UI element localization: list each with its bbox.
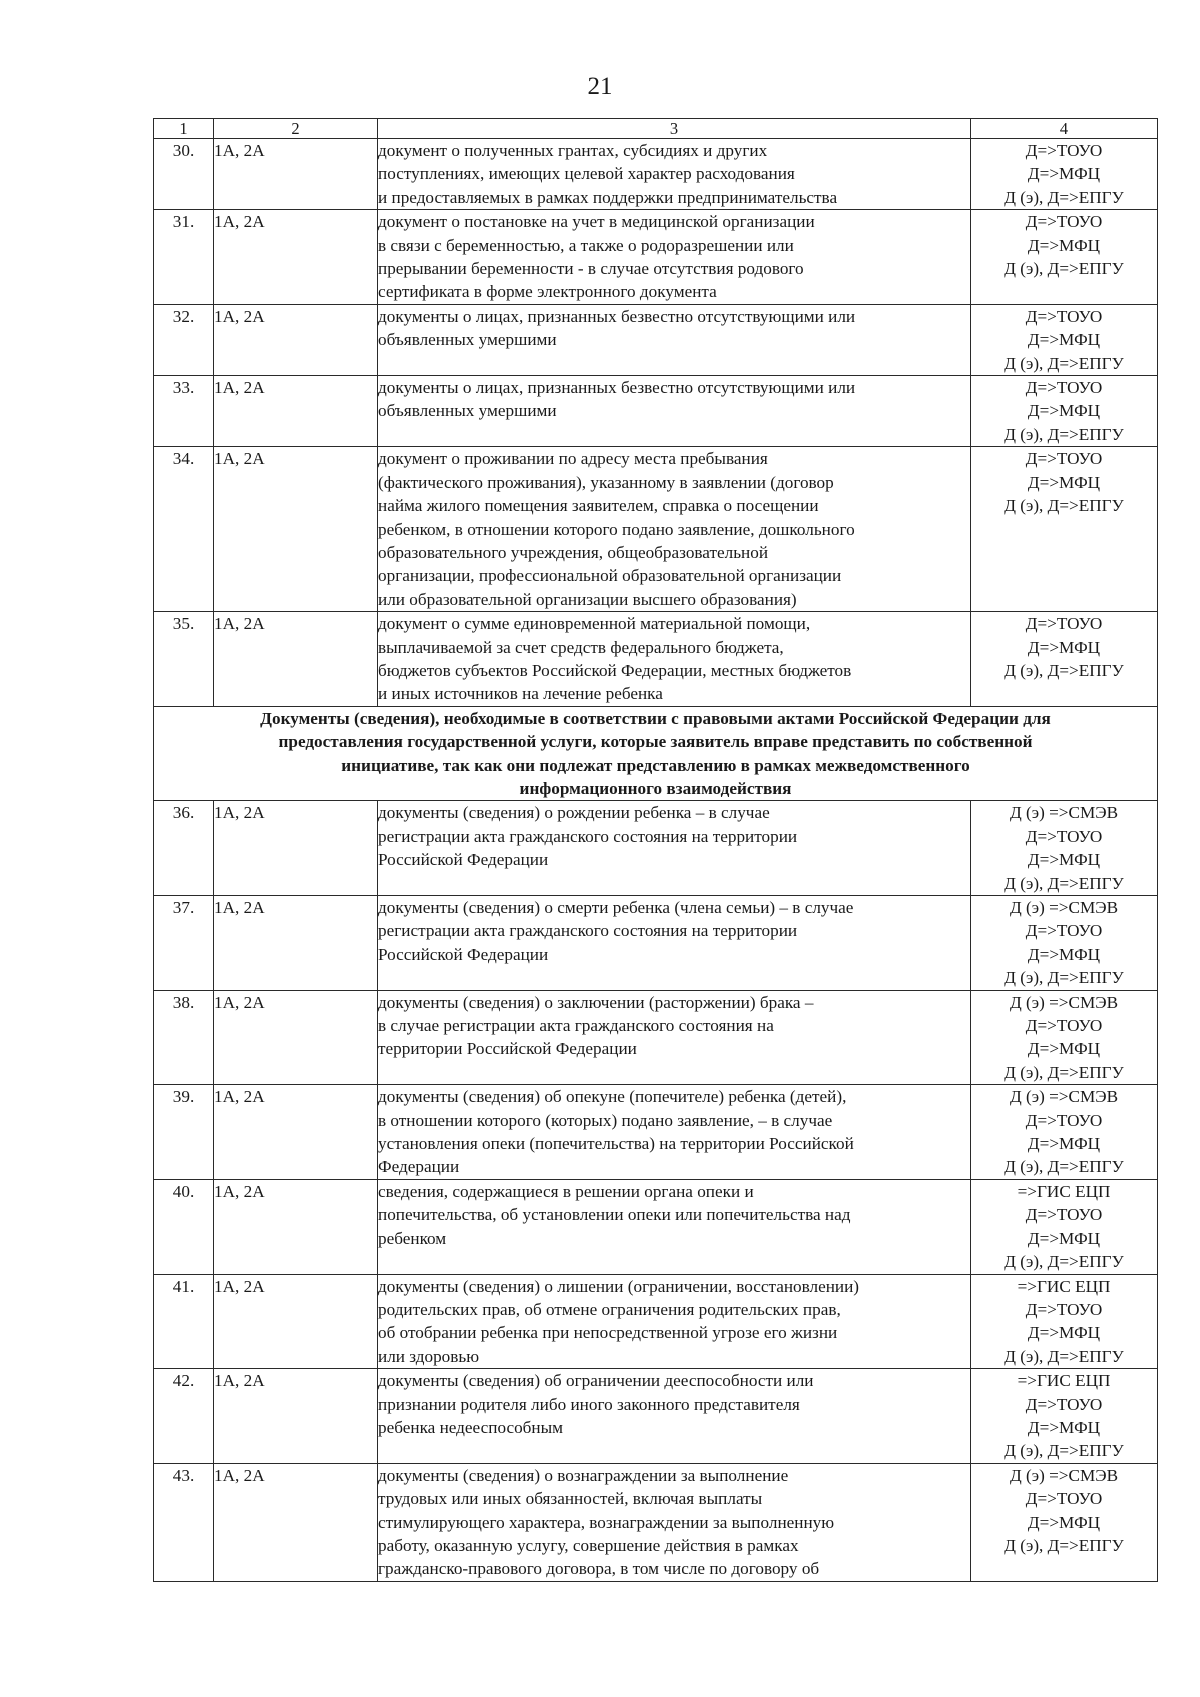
- row-destination: [971, 612, 1158, 707]
- description-line: документы (сведения) о смерти ребенка (члена семьи) – в случае: [378, 898, 854, 917]
- description-line: трудовых или иных обязанностей, включая выплаты: [378, 1489, 763, 1509]
- destination-line: =>ГИС ЕЦП: [1017, 1371, 1111, 1391]
- row-description: [378, 139, 971, 210]
- row-destination: [971, 990, 1158, 1085]
- destination-line: Д (э) =>СМЭВ: [1009, 1087, 1119, 1107]
- table-body: [154, 119, 1158, 1582]
- row-category: 1А, 2А: [214, 896, 378, 991]
- description-line: Российской Федерации: [378, 850, 549, 870]
- description-line: Федерации: [378, 1157, 460, 1177]
- row-destination: [971, 1274, 1158, 1369]
- description-line: документы о лицах, признанных безвестно отсутствующими или: [378, 378, 856, 398]
- destination-line: Д (э), Д=>ЕПГУ: [1004, 424, 1124, 444]
- destination-line: Д=>МФЦ: [1027, 1228, 1101, 1248]
- section-heading-line: Документы (сведения), необходимые в соответствии с правовыми актами Российской Федерации для: [260, 708, 1051, 728]
- row-destination: [971, 1369, 1158, 1464]
- destination-line: Д (э), Д=>ЕПГУ: [1004, 353, 1124, 373]
- row-category: 1А, 2А: [214, 447, 378, 612]
- table-row: [154, 896, 1158, 991]
- destination-line: Д=>ТОУО: [1025, 1299, 1103, 1319]
- row-number: 39.: [154, 1085, 214, 1180]
- description-line: в связи с беременностью, а также о родоразрешении или: [378, 235, 794, 255]
- destination-line: Д=>МФЦ: [1027, 235, 1101, 255]
- destination-line: Д=>МФЦ: [1027, 164, 1101, 184]
- row-category: 1А, 2А: [214, 1369, 378, 1464]
- description-line: в отношении которого (которых) подано заявление, – в случае: [378, 1110, 833, 1130]
- row-destination: [971, 447, 1158, 612]
- destination-line: Д=>ТОУО: [1025, 921, 1103, 941]
- table-row: [154, 990, 1158, 1085]
- row-category: 1А, 2А: [214, 139, 378, 210]
- table-row: [154, 1369, 1158, 1464]
- row-description: [378, 376, 971, 447]
- row-description: [378, 1463, 971, 1581]
- description-line: поступлениях, имеющих целевой характер расходования: [378, 164, 795, 184]
- description-line: объявленных умершими: [378, 330, 557, 350]
- description-line: прерывании беременности - в случае отсутствия родового: [378, 259, 804, 279]
- row-category: 1А, 2А: [214, 801, 378, 896]
- table-row: [154, 210, 1158, 305]
- table-row: [154, 1463, 1158, 1581]
- destination-line: Д=>МФЦ: [1027, 1323, 1101, 1343]
- row-category: 1А, 2А: [214, 1463, 378, 1581]
- table-row: [154, 304, 1158, 375]
- row-number: 34.: [154, 447, 214, 612]
- destination-line: Д (э), Д=>ЕПГУ: [1004, 968, 1124, 988]
- row-description: [378, 210, 971, 305]
- row-destination: [971, 801, 1158, 896]
- destination-line: Д=>ТОУО: [1025, 1489, 1103, 1509]
- row-description: [378, 1085, 971, 1180]
- description-line: территории Российской Федерации: [378, 1039, 637, 1059]
- description-line: об отобрании ребенка при непосредственной угрозе его жизни: [378, 1323, 838, 1343]
- destination-line: Д (э), Д=>ЕПГУ: [1004, 1441, 1124, 1461]
- destination-line: Д=>ТОУО: [1025, 1016, 1103, 1036]
- destination-line: Д=>ТОУО: [1025, 1394, 1103, 1414]
- description-line: ребенком, в отношении которого подано заявление, дошкольного: [378, 519, 855, 539]
- destination-line: Д (э), Д=>ЕПГУ: [1004, 1346, 1124, 1366]
- row-number: 35.: [154, 612, 214, 707]
- destination-line: Д=>МФЦ: [1027, 1039, 1101, 1059]
- description-line: сведения, содержащиеся в решении органа опеки и: [378, 1181, 754, 1201]
- description-line: признании родителя либо иного законного представителя: [378, 1394, 800, 1414]
- description-line: гражданско-правового договора, в том числе по договору об: [378, 1559, 820, 1579]
- description-line: документы (сведения) о рождении ребенка – в случае: [378, 803, 770, 823]
- description-line: регистрации акта гражданского состояния на территории: [378, 921, 798, 941]
- table-row: [154, 801, 1158, 896]
- description-line: сертификата в форме электронного документа: [378, 282, 717, 302]
- description-line: документы (сведения) об ограничении дееспособности или: [378, 1371, 814, 1391]
- destination-line: Д=>ТОУО: [1025, 378, 1103, 398]
- description-line: ребенка недееспособным: [378, 1417, 564, 1437]
- table-row: [154, 1274, 1158, 1369]
- description-line: в случае регистрации акта гражданского состояния на: [378, 1016, 774, 1036]
- destination-line: Д (э) =>СМЭВ: [1009, 992, 1119, 1012]
- table-row: [154, 612, 1158, 707]
- document-table: [153, 118, 1158, 1582]
- description-line: (фактического проживания), указанному в заявлении (договор: [378, 472, 834, 492]
- description-line: объявленных умершими: [378, 401, 557, 421]
- description-line: попечительства, об установлении опеки или попечительства над: [378, 1205, 851, 1225]
- row-category: 1А, 2А: [214, 1179, 378, 1274]
- row-destination: [971, 1179, 1158, 1274]
- row-description: [378, 304, 971, 375]
- row-number: 33.: [154, 376, 214, 447]
- section-heading-line: инициативе, так как они подлежат представлению в рамках межведомственного: [341, 755, 970, 775]
- destination-line: Д=>МФЦ: [1027, 944, 1101, 964]
- column-header-4: 4: [971, 119, 1158, 139]
- description-line: найма жилого помещения заявителем, справка о посещении: [378, 496, 819, 516]
- description-line: Российской Федерации: [378, 944, 549, 964]
- destination-line: Д=>ТОУО: [1025, 141, 1103, 160]
- column-header-row: [154, 119, 1158, 139]
- row-destination: [971, 139, 1158, 210]
- description-line: бюджетов субъектов Российской Федерации, местных бюджетов: [378, 660, 852, 680]
- row-description: [378, 447, 971, 612]
- row-number: 42.: [154, 1369, 214, 1464]
- description-line: или образовательной организации высшего образования): [378, 589, 797, 609]
- section-heading-line: информационного взаимодействия: [519, 778, 792, 798]
- row-number: 40.: [154, 1179, 214, 1274]
- description-line: и предоставляемых в рамках поддержки предпринимательства: [378, 187, 838, 207]
- row-description: [378, 990, 971, 1085]
- description-line: ребенком: [378, 1228, 447, 1248]
- row-description: [378, 1369, 971, 1464]
- description-line: родительских прав, об отмене ограничения родительских прав,: [378, 1299, 841, 1319]
- description-line: стимулирующего характера, вознаграждении за выполненную: [378, 1512, 835, 1532]
- destination-line: Д=>ТОУО: [1025, 1205, 1103, 1225]
- column-header-2: 2: [214, 119, 378, 139]
- section-heading-row: [154, 706, 1158, 801]
- description-line: регистрации акта гражданского состояния на территории: [378, 826, 798, 846]
- description-line: документ о проживании по адресу места пребывания: [378, 449, 768, 469]
- row-description: [378, 1274, 971, 1369]
- description-line: документы (сведения) о лишении (ограничении, восстановлении): [378, 1276, 860, 1296]
- description-line: образовательного учреждения, общеобразовательной: [378, 542, 769, 562]
- destination-line: Д=>МФЦ: [1027, 1134, 1101, 1154]
- row-number: 36.: [154, 801, 214, 896]
- destination-line: Д=>ТОУО: [1025, 826, 1103, 846]
- description-line: и иных источников на лечение ребенка: [378, 684, 663, 704]
- row-description: [378, 896, 971, 991]
- column-header-3: 3: [378, 119, 971, 139]
- table-row: [154, 1085, 1158, 1180]
- row-number: 38.: [154, 990, 214, 1085]
- destination-line: Д=>МФЦ: [1027, 401, 1101, 421]
- row-description: [378, 1179, 971, 1274]
- row-number: 43.: [154, 1463, 214, 1581]
- destination-line: Д=>МФЦ: [1027, 1417, 1101, 1437]
- description-line: работу, оказанную услугу, совершение действия в рамках: [378, 1535, 799, 1555]
- destination-line: =>ГИС ЕЦП: [1017, 1276, 1111, 1296]
- row-category: 1А, 2А: [214, 376, 378, 447]
- row-number: 37.: [154, 896, 214, 991]
- destination-line: Д (э), Д=>ЕПГУ: [1004, 259, 1124, 279]
- column-header-1: 1: [154, 119, 214, 139]
- row-destination: [971, 1085, 1158, 1180]
- table-row: [154, 139, 1158, 210]
- description-line: документы (сведения) о заключении (расторжении) брака –: [378, 992, 814, 1012]
- destination-line: Д (э), Д=>ЕПГУ: [1004, 187, 1124, 207]
- description-line: документ о постановке на учет в медицинской организации: [378, 212, 815, 232]
- description-line: документ о сумме единовременной материальной помощи,: [378, 614, 811, 634]
- row-destination: [971, 210, 1158, 305]
- description-line: документы (сведения) о вознаграждении за выполнение: [378, 1465, 789, 1485]
- row-category: 1А, 2А: [214, 612, 378, 707]
- destination-line: =>ГИС ЕЦП: [1017, 1181, 1111, 1201]
- row-number: 41.: [154, 1274, 214, 1369]
- destination-line: Д=>МФЦ: [1027, 472, 1101, 492]
- destination-line: Д=>МФЦ: [1027, 637, 1101, 657]
- description-line: выплачиваемой за счет средств федерального бюджета,: [378, 637, 784, 657]
- row-category: 1А, 2А: [214, 210, 378, 305]
- row-description: [378, 612, 971, 707]
- destination-line: Д=>ТОУО: [1025, 614, 1103, 634]
- description-line: документы о лицах, признанных безвестно отсутствующими или: [378, 306, 856, 326]
- destination-line: Д (э), Д=>ЕПГУ: [1004, 660, 1124, 680]
- destination-line: Д=>МФЦ: [1027, 330, 1101, 350]
- row-destination: [971, 1463, 1158, 1581]
- destination-line: Д (э), Д=>ЕПГУ: [1004, 1157, 1124, 1177]
- destination-line: Д=>ТОУО: [1025, 1110, 1103, 1130]
- row-destination: [971, 896, 1158, 991]
- description-line: документы (сведения) об опекуне (попечителе) ребенка (детей),: [378, 1087, 847, 1107]
- description-line: или здоровью: [378, 1346, 480, 1366]
- destination-line: Д (э), Д=>ЕПГУ: [1004, 873, 1124, 893]
- destination-line: Д=>МФЦ: [1027, 850, 1101, 870]
- description-line: документ о полученных грантах, субсидиях и других: [378, 141, 768, 160]
- destination-line: Д (э), Д=>ЕПГУ: [1004, 496, 1124, 516]
- row-destination: [971, 304, 1158, 375]
- row-category: 1А, 2А: [214, 1274, 378, 1369]
- destination-line: Д=>ТОУО: [1025, 449, 1103, 469]
- page-number: 21: [587, 73, 613, 100]
- destination-line: Д=>МФЦ: [1027, 1512, 1101, 1532]
- destination-line: Д (э) =>СМЭВ: [1009, 1465, 1119, 1485]
- row-number: 31.: [154, 210, 214, 305]
- row-destination: [971, 376, 1158, 447]
- description-line: установления опеки (попечительства) на территории Российской: [378, 1134, 854, 1154]
- row-category: 1А, 2А: [214, 304, 378, 375]
- description-line: организации, профессиональной образовательной организации: [378, 566, 842, 586]
- row-category: 1А, 2А: [214, 990, 378, 1085]
- section-heading-line: предоставления государственной услуги, которые заявитель вправе представить по собственной: [278, 732, 1033, 752]
- section-heading: [154, 706, 1158, 801]
- row-description: [378, 801, 971, 896]
- row-number: 32.: [154, 304, 214, 375]
- row-category: 1А, 2А: [214, 1085, 378, 1180]
- destination-line: Д (э) =>СМЭВ: [1009, 803, 1119, 823]
- destination-line: Д (э), Д=>ЕПГУ: [1004, 1062, 1124, 1082]
- row-number: 30.: [154, 139, 214, 210]
- table-row: [154, 447, 1158, 612]
- destination-line: Д (э), Д=>ЕПГУ: [1004, 1535, 1124, 1555]
- destination-line: Д (э) =>СМЭВ: [1009, 898, 1119, 917]
- destination-line: Д=>ТОУО: [1025, 306, 1103, 326]
- table-row: [154, 376, 1158, 447]
- destination-line: Д=>ТОУО: [1025, 212, 1103, 232]
- table-row: [154, 1179, 1158, 1274]
- destination-line: Д (э), Д=>ЕПГУ: [1004, 1252, 1124, 1272]
